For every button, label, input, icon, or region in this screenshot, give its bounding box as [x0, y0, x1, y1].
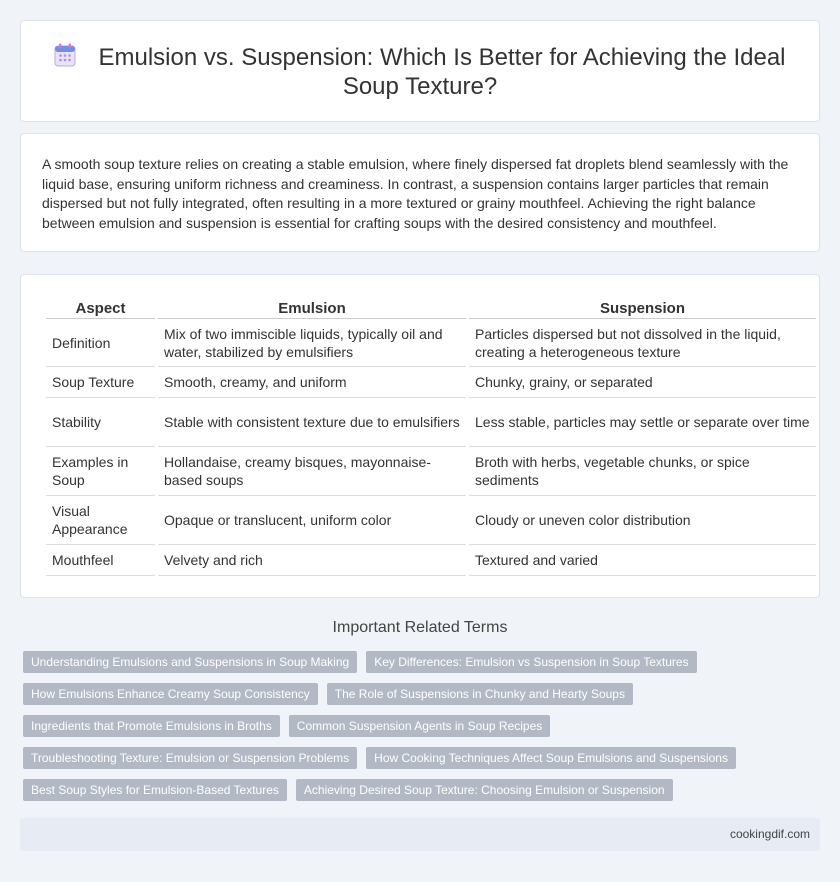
suspension-cell: Textured and varied: [469, 545, 816, 576]
related-tag[interactable]: The Role of Suspensions in Chunky and Hearty Soups: [327, 683, 633, 705]
emulsion-cell: Opaque or translucent, uniform color: [158, 496, 466, 545]
suspension-cell: Cloudy or uneven color distribution: [469, 496, 816, 545]
aspect-cell: Soup Texture: [46, 367, 155, 398]
related-tag[interactable]: Common Suspension Agents in Soup Recipes: [289, 715, 550, 737]
emulsion-cell: Velvety and rich: [158, 545, 466, 576]
suspension-cell: Broth with herbs, vegetable chunks, or spice sediments: [469, 447, 816, 496]
comparison-card: [20, 274, 820, 598]
related-tag[interactable]: Troubleshooting Texture: Emulsion or Suspension Problems: [23, 747, 357, 769]
aspect-cell: Mouthfeel: [46, 545, 155, 576]
aspect-cell: Examples in Soup: [46, 447, 155, 496]
intro-paragraph: A smooth soup texture relies on creating a stable emulsion, where finely dispersed fat droplets blend seamlessly with the liquid base, ensuring uniform richness and creaminess. In contrast, a suspension contains larger particles that remain dispersed but not fully integrated, often resulting in a more textured or grainy mouthfeel. Achieving the right balance between emulsion and suspension is essential for crafting soups with the desired consistency and mouthfeel.: [42, 156, 789, 231]
emulsion-cell: Smooth, creamy, and uniform: [158, 367, 466, 398]
page-title: Emulsion vs. Suspension: Which Is Better for Achieving the Ideal Soup Texture?: [98, 44, 786, 100]
suspension-cell: Particles dispersed but not dissolved in the liquid, creating a heterogeneous texture: [469, 319, 816, 367]
table-row: [46, 496, 816, 545]
related-tag[interactable]: Key Differences: Emulsion vs Suspension in Soup Textures: [366, 651, 696, 673]
related-tag[interactable]: Best Soup Styles for Emulsion-Based Textures: [23, 779, 287, 801]
table-row: [46, 319, 816, 367]
related-tags: [23, 651, 823, 801]
suspension-cell: Chunky, grainy, or separated: [469, 367, 816, 398]
header-emulsion: Emulsion: [158, 293, 466, 319]
related-tag[interactable]: Achieving Desired Soup Texture: Choosing Emulsion or Suspension: [296, 779, 673, 801]
table-row: [46, 398, 816, 447]
header-suspension: Suspension: [469, 293, 816, 319]
aspect-cell: Definition: [46, 319, 155, 367]
related-tag[interactable]: How Emulsions Enhance Creamy Soup Consistency: [23, 683, 318, 705]
related-terms-title: Important Related Terms: [332, 619, 508, 636]
aspect-cell: Stability: [46, 398, 155, 447]
header-aspect: Aspect: [46, 293, 155, 319]
related-tag[interactable]: Ingredients that Promote Emulsions in Broths: [23, 715, 280, 737]
related-tag[interactable]: How Cooking Techniques Affect Soup Emulsions and Suspensions: [366, 747, 736, 769]
emulsion-cell: Mix of two immiscible liquids, typically oil and water, stabilized by emulsifiers: [158, 319, 466, 367]
emulsion-cell: Stable with consistent texture due to emulsifiers: [158, 398, 466, 447]
intro-card: [20, 133, 820, 252]
page-title-row: [21, 43, 819, 101]
suspension-cell: Less stable, particles may settle or separate over time: [469, 398, 816, 447]
calendar-icon: [54, 43, 76, 67]
aspect-cell: Visual Appearance: [46, 496, 155, 545]
footer: [20, 818, 820, 851]
table-row: [46, 447, 816, 496]
footer-site-link[interactable]: cookingdif.com: [729, 827, 810, 841]
table-header-row: [46, 293, 816, 319]
table-row: [46, 367, 816, 398]
comparison-table: [43, 293, 819, 576]
table-row: [46, 545, 816, 576]
emulsion-cell: Hollandaise, creamy bisques, mayonnaise-based soups: [158, 447, 466, 496]
related-tag[interactable]: Understanding Emulsions and Suspensions in Soup Making: [23, 651, 357, 673]
header-card: [20, 20, 820, 122]
